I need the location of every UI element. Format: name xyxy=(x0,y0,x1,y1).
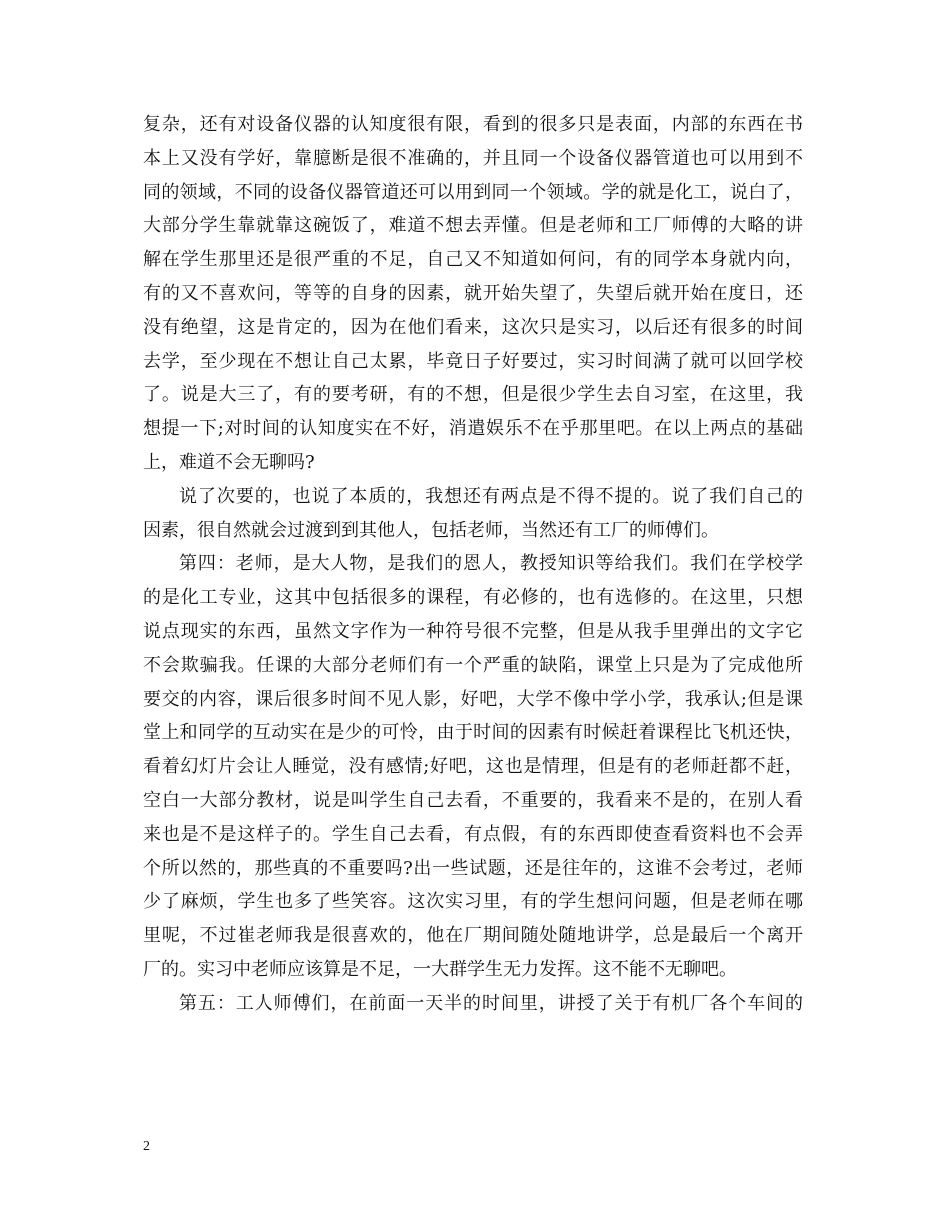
text-line: 第四：老师，是大人物，是我们的恩人，教授知识等给我们。我们在学校学 xyxy=(179,553,803,575)
text-line: 个所以然的，那些真的不重要吗?出一些试题，还是往年的，这谁不会考过，老师 xyxy=(143,857,803,879)
text-line: 复杂，还有对设备仪器的认知度很有限，看到的很多只是表面，内部的东西在书 xyxy=(143,114,803,135)
text-line: 要交的内容，课后很多时间不见人影，好吧，大学不像中学小学，我承认;但是课 xyxy=(143,688,803,710)
text-line: 因素，很自然就会过渡到到其他人，包括老师，当然还有工厂的师傅们。 xyxy=(143,519,719,541)
text-line: 有的又不喜欢问，等等的自身的因素，就开始失望了，失望后就开始在度日，还 xyxy=(143,282,803,304)
text-line: 去学，至少现在不想让自己太累，毕竟日子好要过，实习时间满了就可以回学校 xyxy=(143,350,803,372)
text-line: 了。说是大三了，有的要考研，有的不想，但是很少学生去自习室，在这里，我 xyxy=(143,384,803,406)
text-line: 上，难道不会无聊吗? xyxy=(143,451,315,473)
text-line: 没有绝望，这是肯定的，因为在他们看来，这次只是实习，以后还有很多的时间 xyxy=(143,316,803,338)
text-line: 想提一下;对时间的认知度实在不好，消遣娱乐不在乎那里吧。在以上两点的基础 xyxy=(143,418,803,440)
text-line: 不会欺骗我。任课的大部分老师们有一个严重的缺陷，课堂上只是为了完成他所 xyxy=(143,654,803,676)
text-line: 看着幻灯片会让人睡觉，没有感情;好吧，这也是情理，但是有的老师赶都不赶， xyxy=(143,756,803,778)
text-line: 的是化工专业，这其中包括很多的课程，有必修的，也有选修的。在这里，只想 xyxy=(143,587,803,609)
body-text xyxy=(143,108,803,1021)
text-line: 说点现实的东西，虽然文字作为一种符号很不完整，但是从我手里弹出的文字它 xyxy=(143,620,803,642)
text-line: 解在学生那里还是很严重的不足，自己又不知道如何问，有的同学本身就内向， xyxy=(143,249,803,271)
text-line: 堂上和同学的互动实在是少的可怜，由于时间的因素有时候赶着课程比飞机还快， xyxy=(143,722,803,744)
text-line: 本上又没有学好，靠臆断是很不准确的，并且同一个设备仪器管道也可以用到不 xyxy=(143,147,803,169)
text-line: 同的领域，不同的设备仪器管道还可以用到同一个领域。学的就是化工，说白了， xyxy=(143,181,803,203)
text-line: 里呢，不过崔老师我是很喜欢的，他在厂期间随处随地讲学，总是最后一个离开 xyxy=(143,925,803,947)
text-line: 说了次要的，也说了本质的，我想还有两点是不得不提的。说了我们自己的 xyxy=(179,485,803,507)
text-line: 少了麻烦，学生也多了些笑容。这次实习里，有的学生想问问题，但是老师在哪 xyxy=(143,891,803,913)
text-line: 第五：工人师傅们，在前面一天半的时间里，讲授了关于有机厂各个车间的 xyxy=(179,992,803,1014)
text-line: 空白一大部分教材，说是叫学生自己去看，不重要的，我看来不是的，在别人看 xyxy=(143,789,803,811)
page-number: 2 xyxy=(143,1139,150,1154)
text-line: 厂的。实习中老师应该算是不足，一大群学生无力发挥。这不能不无聊吧。 xyxy=(143,958,737,980)
text-line: 大部分学生靠就靠这碗饭了，难道不想去弄懂。但是老师和工厂师傅的大略的讲 xyxy=(143,215,803,237)
text-line: 来也是不是这样子的。学生自己去看，有点假，有的东西即使查看资料也不会弄 xyxy=(143,823,803,845)
